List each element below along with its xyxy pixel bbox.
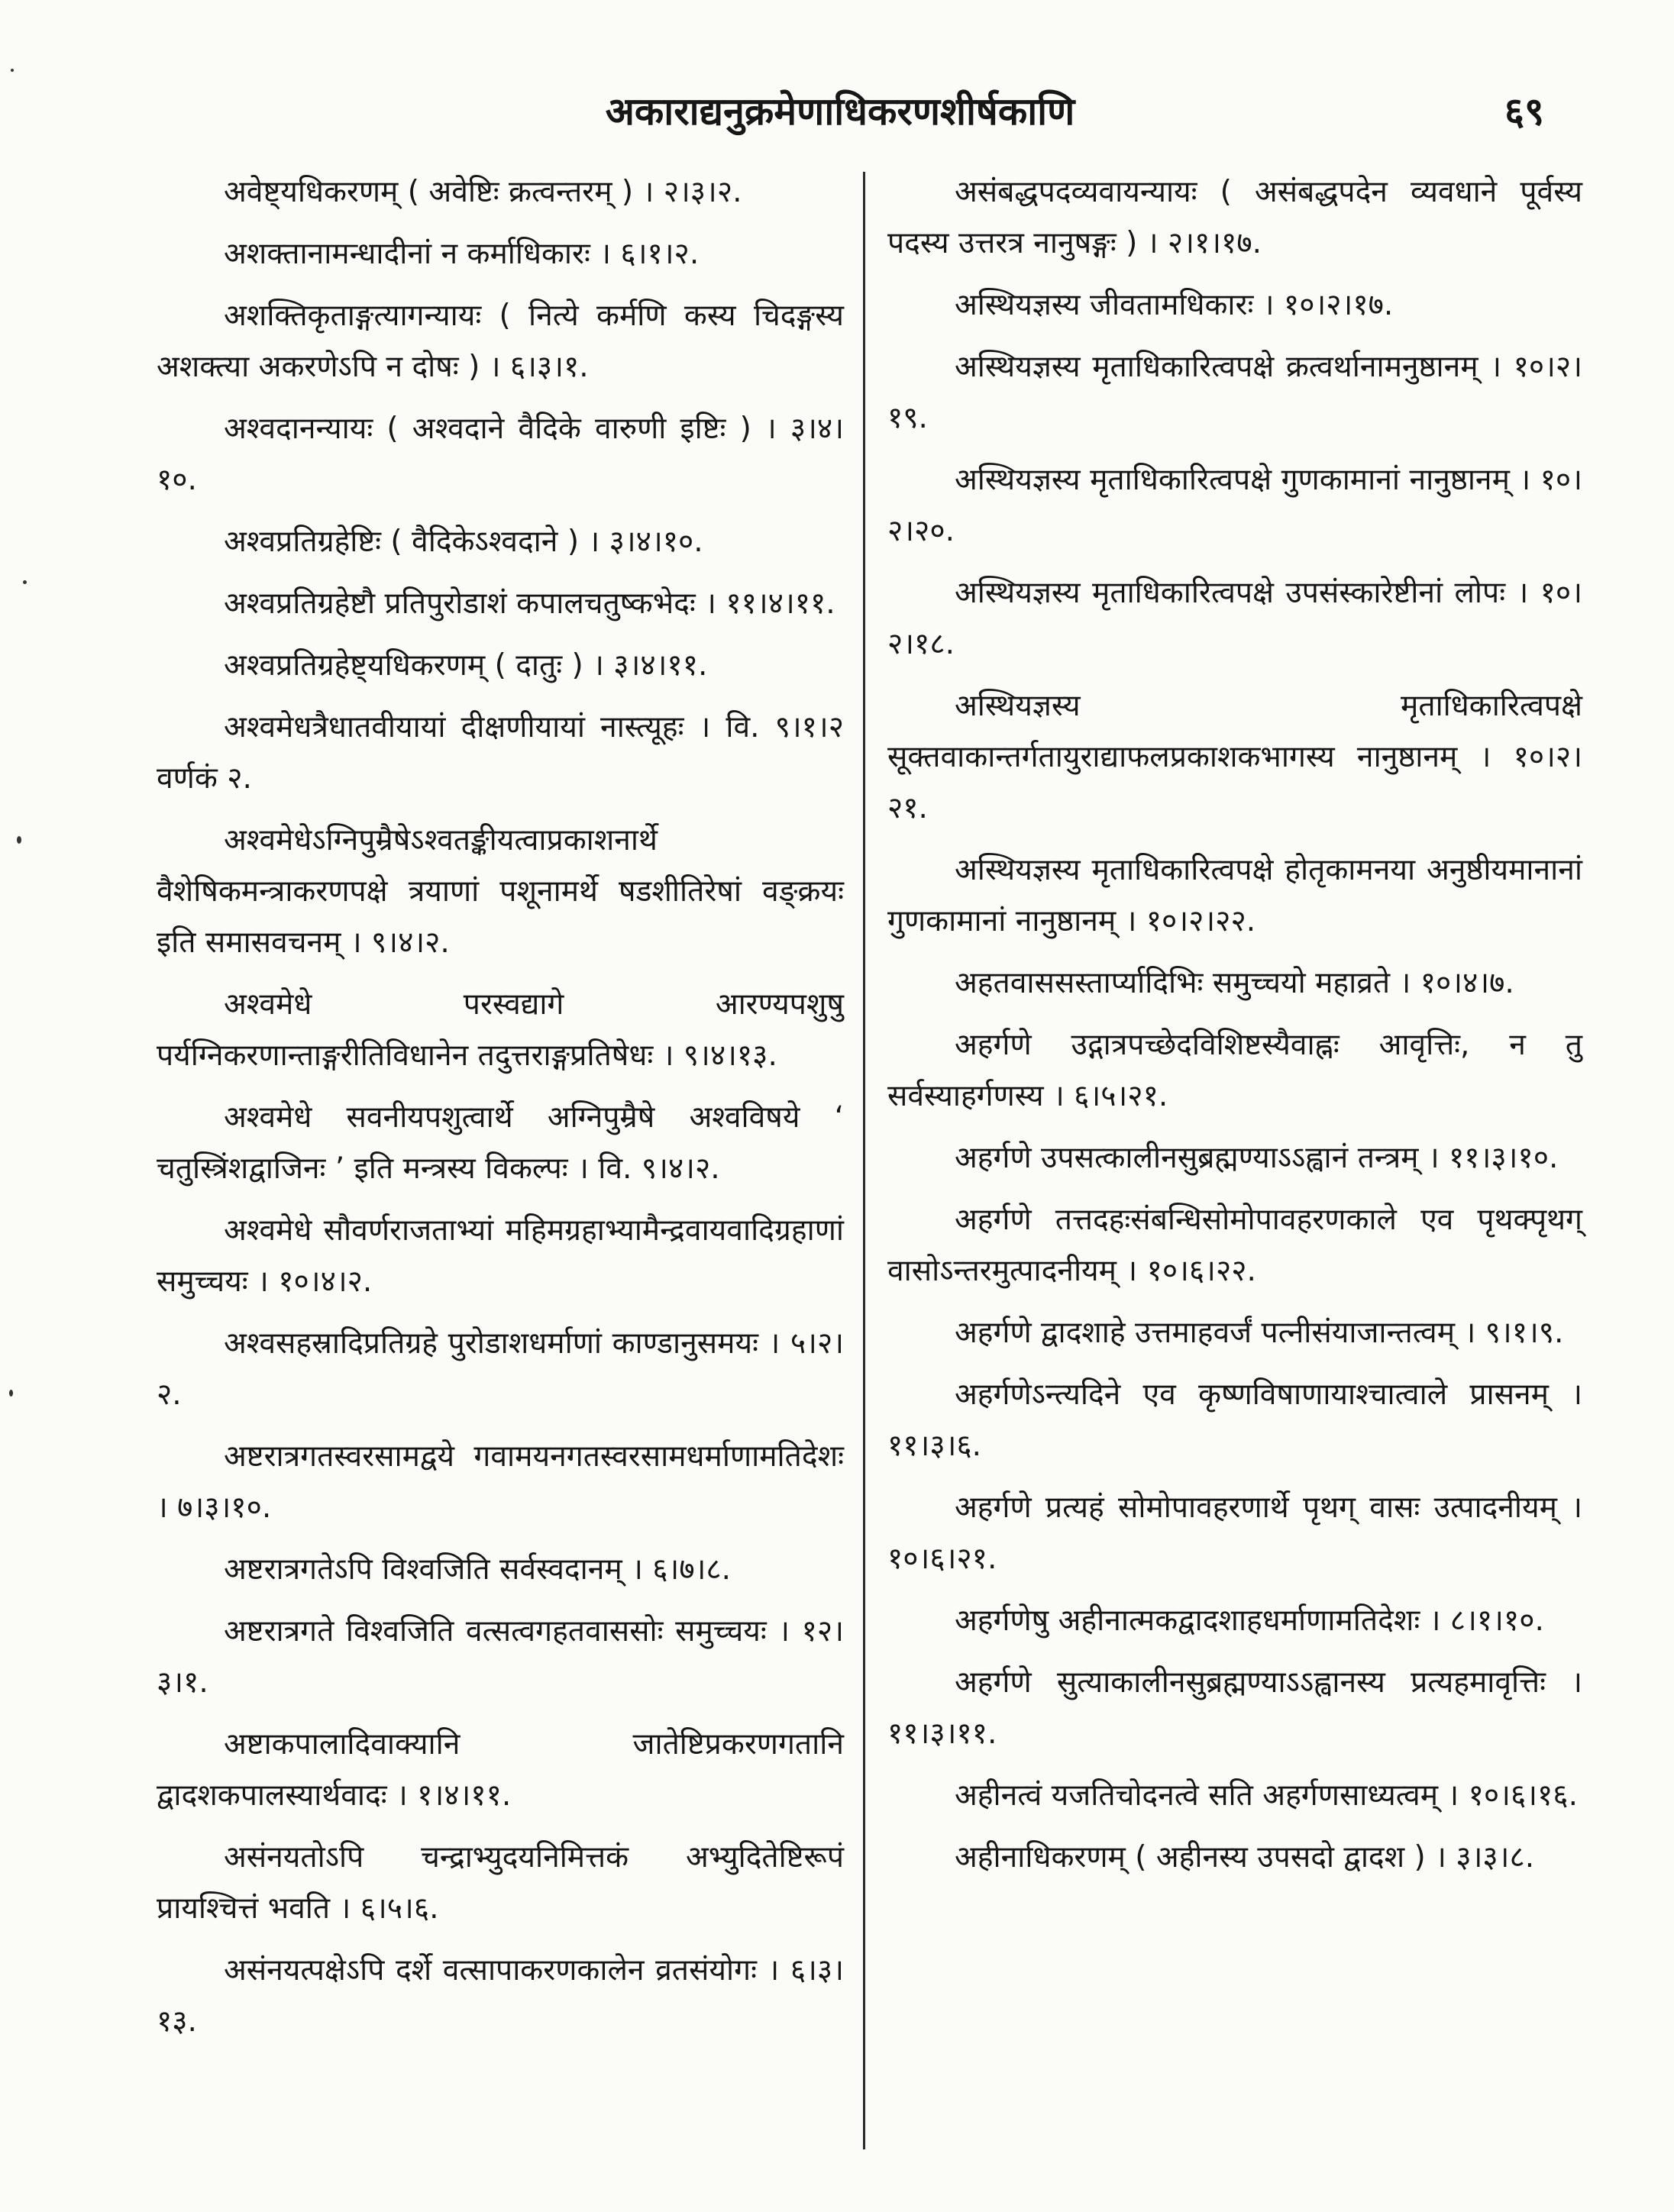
index-entry: अस्थियज्ञस्य मृताधिकारित्वपक्षे सूक्तवाकान्तर्गतायुराद्याफलप्रकाशकभागस्य नानुष्ठानम् । १०।२।२१. <box>887 689 1582 825</box>
page-number: ६९ <box>1504 89 1544 134</box>
index-entry: अस्थियज्ञस्य मृताधिकारित्वपक्षे होतृकामनया अनुष्ठीयमानानां गुणकामानां नानुष्ठानम् । १०।२।२२. <box>887 853 1582 938</box>
running-header <box>0 76 1674 145</box>
index-entry: अशक्तानामन्धादीनां न कर्माधिकारः । ६।१।२. <box>224 237 700 271</box>
index-entry: अहीनत्वं यजतिचोदनत्वे सति अहर्गणसाध्यत्वम् । १०।६।१६. <box>955 1778 1578 1813</box>
left-column <box>157 166 844 2058</box>
page-title: अकाराद्यनुक्रमेणाधिकरणशीर्षकाणि <box>605 89 1075 134</box>
index-entry: असंनयतोऽपि चन्द्राभ्युदयनिमित्तकं अभ्युदितेष्टिरूपं प्रायश्चित्तं भवति । ६।५।६. <box>157 1840 844 1926</box>
index-entry: असंनयत्पक्षेऽपि दर्शे वत्सापाकरणकालेन व्रतसंयोगः । ६।३।१३. <box>157 1953 844 2039</box>
index-entry: अश्वदानन्यायः ( अश्वदाने वैदिके वारुणी इष्टिः ) । ३।४।१०. <box>157 412 844 497</box>
index-entry: अश्वमेधे परस्वद्यागे आरण्यपशुषु पर्यग्निकरणान्ताङ्गरीतिविधानेन तदुत्तराङ्गप्रतिषेधः । ९।४।१३. <box>157 987 844 1073</box>
index-entry: असंबद्धपदव्यवायन्यायः ( असंबद्धपदेन व्यवधाने पूर्वस्य पदस्य उत्तरत्र नानुषङ्गः ) । २।१।१७. <box>887 175 1582 260</box>
index-entry: अश्वप्रतिग्रहेष्ट्यधिकरणम् ( दातुः ) । ३।४।११. <box>224 648 708 683</box>
index-entry: अवेष्ट्यधिकरणम् ( अवेष्टिः क्रत्वन्तरम् ) । २।३।२. <box>224 175 742 209</box>
index-entry: अहीनाधिकरणम् ( अहीनस्य उपसदो द्वादश ) । ३।३।८. <box>955 1840 1535 1875</box>
index-entry: अहर्गणेऽन्त्यदिने एव कृष्णविषाणायाश्चात्वाले प्रासनम् । ११।३।६. <box>887 1377 1582 1463</box>
index-entry: अहर्गणे सुत्याकालीनसुब्रह्मण्याऽऽह्वानस्य प्रत्यहमावृत्तिः । ११।३।११. <box>887 1665 1582 1751</box>
index-entry: अहतवाससस्तार्प्यादिभिः समुच्चयो महाव्रते । १०।४।७. <box>955 966 1514 1000</box>
index-entry: अष्टरात्रगते विश्वजिति वत्सत्वगहतवाससोः समुच्चयः । १२।३।१. <box>157 1614 844 1700</box>
scan-speck <box>17 836 21 844</box>
index-entry: अश्वप्रतिग्रहेष्टौ प्रतिपुरोडाशं कपालचतुष्कभेदः । ११।४।११. <box>224 586 835 621</box>
index-entry: अष्टरात्रगतेऽपि विश्वजिति सर्वस्वदानम् । ६।७।८. <box>224 1552 732 1587</box>
scan-speck <box>9 1390 13 1397</box>
index-entry: अश्वमेधेऽग्निपुम्रैषेऽश्वतङ्कीयत्वाप्रकाशनार्थे वैशेषिकमन्त्राकरणपक्षे त्रयाणां पशूनामर्थे षडशीतिरेषां वङ्क्रयः इति समासवचनम् । ९।४।२. <box>157 823 844 960</box>
index-entry: अश्वप्रतिग्रहेष्टिः ( वैदिकेऽश्वदाने ) । ३।४।१०. <box>224 525 703 559</box>
column-divider <box>863 172 865 2149</box>
index-entry: अहर्गणेषु अहीनात्मकद्वादशाहधर्माणामतिदेशः । ८।१।१०. <box>955 1603 1544 1638</box>
index-entry: अष्टाकपालादिवाक्यानि जातेष्टिप्रकरणगतानि द्वादशकपालस्यार्थवादः । १।४।११. <box>157 1727 844 1813</box>
right-column <box>887 166 1582 1894</box>
index-entry: अहर्गणे उद्गात्रपच्छेदविशिष्टस्यैवाह्नः आवृत्तिः, न तु सर्वस्याहर्गणस्य । ६।५।२१. <box>887 1028 1582 1113</box>
index-entry: अहर्गणे तत्तदहःसंबन्धिसोमोपावहरणकाले एव पृथक्पृथग् वासोऽन्तरमुत्पादनीयम् । १०।६।२२. <box>887 1203 1582 1288</box>
index-entry: अहर्गणे द्वादशाहे उत्तमाहवर्जं पत्नीसंयाजान्तत्वम् । ९।१।९. <box>955 1316 1564 1350</box>
index-entry: अस्थियज्ञस्य जीवतामधिकारः । १०।२।१७. <box>955 288 1394 322</box>
index-entry: अहर्गणे प्रत्यहं सोमोपावहरणार्थे पृथग् वासः उत्पादनीयम् । १०।६।२१. <box>887 1490 1582 1576</box>
index-entry: अस्थियज्ञस्य मृताधिकारित्वपक्षे उपसंस्कारेष्टीनां लोपः । १०।२।१८. <box>887 576 1582 661</box>
index-entry: अश्वमेधे सवनीयपशुत्वार्थे अग्निपुम्रैषे अश्वविषये ‘ चतुस्त्रिंशद्वाजिनः ’ इति मन्त्रस्य विकल्पः । वि. ९।४।२. <box>157 1100 844 1186</box>
index-entry: अष्टरात्रगतस्वरसामद्वये गवामयनगतस्वरसामधर्माणामतिदेशः । ७।३।१०. <box>157 1439 844 1525</box>
index-entry: अस्थियज्ञस्य मृताधिकारित्वपक्षे क्रत्वर्थानामनुष्ठानम् । १०।२।१९. <box>887 350 1582 435</box>
index-entry: अश्वमेधे सौवर्णराजताभ्यां महिमग्रहाभ्यामैन्द्रवायवादिग्रहाणां समुच्चयः । १०।४।२. <box>157 1213 844 1299</box>
scan-speck <box>11 69 14 72</box>
index-entry: अस्थियज्ञस्य मृताधिकारित्वपक्षे गुणकामानां नानुष्ठानम् । १०।२।२०. <box>887 463 1582 548</box>
index-entry: अश्वमेधत्रैधातवीयायां दीक्षणीयायां नास्त्यूहः । वि. ९।१।२ वर्णकं २. <box>157 710 844 796</box>
scan-speck <box>23 580 27 584</box>
index-entry: अशक्तिकृताङ्गत्यागन्यायः ( नित्ये कर्मणि कस्य चिदङ्गस्य अशक्त्या अकरणेऽपि न दोषः ) । ६।३।१. <box>157 299 844 384</box>
index-entry: अश्वसहस्रादिप्रतिग्रहे पुरोडाशधर्माणां काण्डानुसमयः । ५।२।२. <box>157 1326 844 1412</box>
index-entry: अहर्गणे उपसत्कालीनसुब्रह्मण्याऽऽह्वानं तन्त्रम् । ११।३।१०. <box>955 1141 1559 1175</box>
